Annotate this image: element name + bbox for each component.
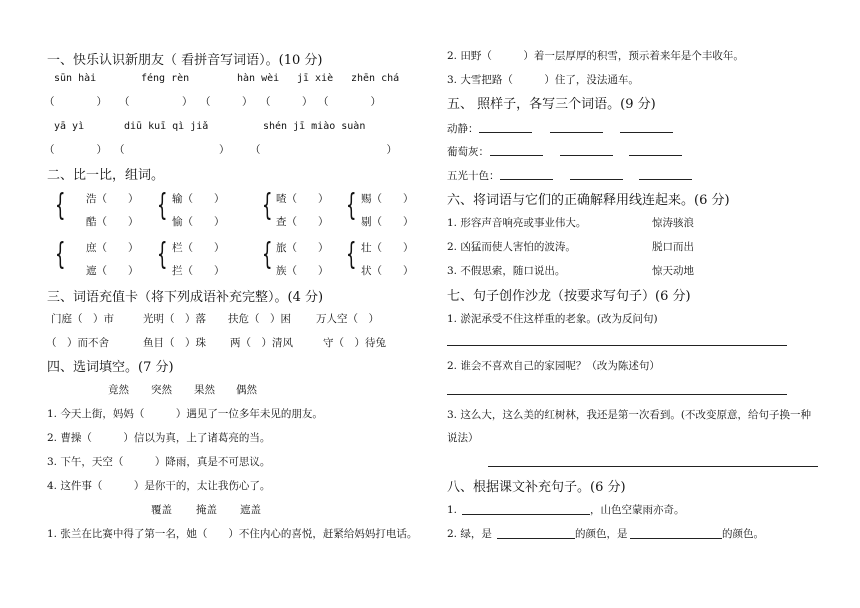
answer-line[interactable]: [620, 132, 673, 133]
match-word[interactable]: 惊涛骇浪: [652, 217, 694, 229]
idiom-item[interactable]: 万人空（ ）: [316, 313, 379, 325]
brace: {: [55, 188, 66, 223]
compare-word[interactable]: 酷（ ）: [86, 216, 139, 228]
answer-line[interactable]: [570, 179, 623, 180]
fill-item: 3. 大雪把路（ ）住了，没法通车。: [447, 74, 639, 86]
compare-word[interactable]: 旅（ ）: [276, 242, 329, 254]
sentence-part: 的颜色。: [722, 528, 764, 540]
compare-word[interactable]: 庶（ ）: [86, 242, 139, 254]
compare-word[interactable]: 查（ ）: [276, 216, 329, 228]
section-7-title: 七、句子创作沙龙（按要求写句子）(6 分): [447, 289, 691, 304]
answer-line[interactable]: [629, 155, 682, 156]
word-choice: 覆盖: [151, 504, 172, 516]
answer-blank[interactable]: （ ）: [44, 144, 107, 156]
definition: 3. 不假思索，随口说出。: [447, 265, 566, 277]
answer-line[interactable]: [630, 538, 722, 539]
section-3-title: 三、词语充值卡（将下列成语补充完整）。(4 分): [47, 290, 324, 305]
word-choice: 竟然: [108, 384, 129, 396]
word-choice: 偶然: [236, 384, 257, 396]
answer-line[interactable]: [479, 132, 532, 133]
answer-line[interactable]: [560, 155, 613, 156]
sentence-part: 2. 绿，是: [447, 528, 492, 540]
answer-line[interactable]: [497, 538, 575, 539]
pinyin: féng rèn: [141, 73, 190, 84]
brace: {: [157, 237, 168, 272]
answer-blank[interactable]: （ ）: [114, 144, 230, 156]
fill-item: 2. 田野（ ）着一层厚厚的积雪，预示着来年是个丰收年。: [447, 50, 744, 62]
idiom-item[interactable]: 鱼目（ ）珠: [143, 337, 206, 349]
idiom-item[interactable]: 门庭（ ）市: [51, 313, 114, 325]
example-label: 葡萄灰：: [447, 146, 489, 158]
answer-line[interactable]: [447, 345, 787, 346]
idiom-item[interactable]: 光明（ ）落: [143, 313, 206, 325]
idiom-item[interactable]: 扶危（ ）困: [228, 313, 291, 325]
answer-line[interactable]: [488, 466, 818, 467]
section-5-title: 五、 照样子，各写三个词语。(9 分): [447, 97, 656, 112]
question: 2. 谁会不喜欢自己的家园呢？（改为陈述句）: [447, 360, 660, 372]
compare-word[interactable]: 壮（ ）: [361, 242, 414, 254]
example-label: 动静：: [447, 123, 479, 135]
compare-word[interactable]: 遮（ ）: [86, 265, 139, 277]
section-6-title: 六、将词语与它们的正确解释用线连起来。(6 分): [447, 193, 730, 208]
definition: 2. 凶猛而使人害怕的波涛。: [447, 241, 576, 253]
section-4-title: 四、选词填空。(7 分): [47, 360, 174, 375]
match-word[interactable]: 脱口而出: [652, 241, 694, 253]
fill-item: 1. 张兰在比赛中得了第一名，她（ ）不住内心的喜悦，赶紧给妈妈打电话。: [47, 528, 418, 540]
question: 1. 淤泥承受不住这样重的老象。(改为反问句): [447, 313, 658, 325]
brace: {: [346, 188, 357, 223]
compare-word[interactable]: 浩（ ）: [86, 193, 139, 205]
section-8-title: 八、根据课文补充句子。(6 分): [447, 480, 626, 495]
answer-blank[interactable]: （ ）: [250, 144, 397, 156]
answer-line[interactable]: [462, 514, 590, 515]
sentence-part: 1.: [447, 504, 458, 516]
pinyin: yā yì: [54, 121, 85, 132]
compare-word[interactable]: 愉（ ）: [172, 216, 225, 228]
question: 3. 这么大，这么美的红树林，我还是第一次看到。(不改变原意，给句子换一种: [447, 409, 811, 421]
answer-blank[interactable]: （ ）: [260, 96, 313, 108]
definition: 1. 形容声音响亮或事业伟大。: [447, 217, 587, 229]
answer-blank[interactable]: （ ）: [318, 96, 381, 108]
compare-word[interactable]: 输（ ）: [172, 193, 225, 205]
compare-word[interactable]: 赐（ ）: [361, 193, 414, 205]
pinyin: shén jī miào suàn: [263, 121, 366, 132]
brace: {: [346, 237, 357, 272]
word-choice: 掩盖: [196, 504, 217, 516]
fill-item: 4. 这件事（ ）是你干的，太让我伤心了。: [47, 480, 271, 492]
pinyin: hàn wèi: [237, 73, 280, 84]
word-choice: 突然: [151, 384, 172, 396]
section-1-title: 一、快乐认识新朋友（ 看拼音写词语）。(10 分): [47, 53, 323, 68]
compare-word[interactable]: 剔（ ）: [361, 216, 414, 228]
pinyin: sūn hài: [54, 73, 97, 84]
answer-blank[interactable]: （ ）: [200, 96, 253, 108]
answer-line[interactable]: [500, 179, 553, 180]
compare-word[interactable]: 族（ ）: [276, 265, 329, 277]
brace: {: [262, 188, 273, 223]
pinyin: diū kuī qì jiǎ: [124, 121, 209, 132]
word-choice: 遮盖: [240, 504, 261, 516]
answer-line[interactable]: [639, 179, 692, 180]
example-label: 五光十色：: [447, 170, 500, 182]
sentence-part: 的颜色，是: [575, 528, 628, 540]
fill-item: 1. 今天上街，妈妈（ ）遇见了一位多年未见的朋友。: [47, 408, 323, 420]
brace: {: [55, 237, 66, 272]
answer-blank[interactable]: （ ）: [119, 96, 193, 108]
fill-item: 3. 下午，天空（ ）降雨，真是不可思议。: [47, 456, 271, 468]
compare-word[interactable]: 栏（ ）: [172, 242, 225, 254]
pinyin: jī xiè: [297, 73, 334, 84]
idiom-item[interactable]: 守（ ）待兔: [323, 337, 386, 349]
match-word[interactable]: 惊天动地: [652, 265, 694, 277]
compare-word[interactable]: 拦（ ）: [172, 265, 225, 277]
section-2-title: 二、比一比，组词。: [47, 168, 165, 183]
pinyin: zhēn chá: [351, 73, 400, 84]
brace: {: [262, 237, 273, 272]
idiom-item[interactable]: 两（ ）清风: [230, 337, 293, 349]
compare-word[interactable]: 喳（ ）: [276, 193, 329, 205]
brace: {: [157, 188, 168, 223]
sentence-part: ，山色空蒙雨亦奇。: [590, 504, 685, 516]
compare-word[interactable]: 状（ ）: [361, 265, 414, 277]
answer-line[interactable]: [490, 155, 543, 156]
answer-line[interactable]: [550, 132, 603, 133]
answer-line[interactable]: [447, 394, 787, 395]
word-choice: 果然: [194, 384, 215, 396]
idiom-item[interactable]: （ ）而不舍: [46, 337, 109, 349]
question: 说法）: [447, 432, 479, 444]
fill-item: 2. 曹操（ ）信以为真，上了诸葛亮的当。: [47, 432, 271, 444]
answer-blank[interactable]: （ ）: [44, 96, 107, 108]
